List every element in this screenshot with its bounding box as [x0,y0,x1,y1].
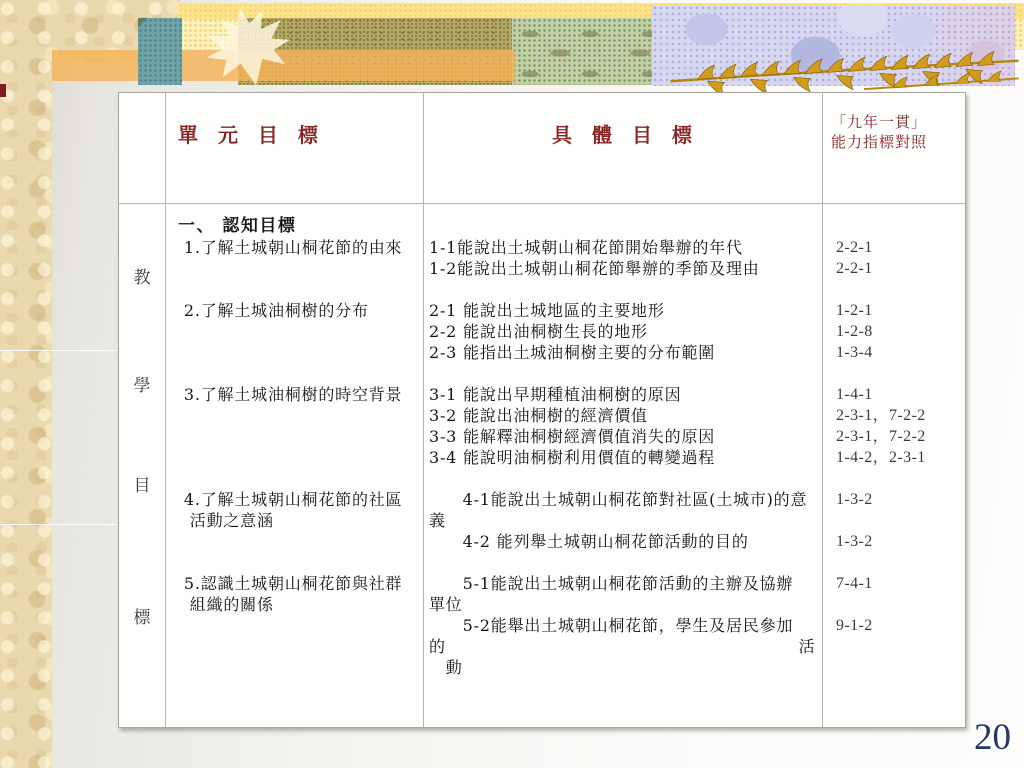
page-number: 20 [974,717,1011,758]
body-line: 1-2能說出土城朝山桐花節舉辦的季節及理由 [429,259,760,278]
body-line [178,468,423,489]
sidebar-char: 教 [133,268,151,288]
body-line [836,468,965,489]
indicator-header-line1: 「九年一貫」 [831,113,928,131]
body-line: 活動之意涵 [178,511,274,530]
body-line: 2-3-1，7-2-2 [836,428,926,445]
body-line [178,363,423,384]
body-line: 2-2-1 [836,239,873,256]
column-header-specific-goal: 具 體 目 標 [424,93,823,204]
body-line [836,216,965,237]
body-line: 組織的關係 [178,595,274,614]
body-line: 的 活 [429,637,816,656]
body-line [178,426,423,447]
body-line [429,468,822,489]
body-line: 1-3-2 [836,491,873,508]
table-sidebar-body [119,204,166,727]
body-line [429,216,822,237]
maple-leaf-icon [176,0,320,101]
body-line [178,321,423,342]
horizontal-hairline [0,524,118,525]
wheat-sprig-icon [665,48,1024,92]
body-line: 1-4-1 [836,386,873,403]
body-line [836,657,965,678]
body-line [178,258,423,279]
body-line: 5-2能舉出土城朝山桐花節，學生及居民參加 [429,616,794,635]
body-line: 3-3 能解釋油桐樹經濟價值消失的原因 [429,427,716,446]
body-line: 1-2-8 [836,323,873,340]
body-line: 1-4-2，2-3-1 [836,449,926,466]
body-line: 一、 認知目標 [178,216,297,236]
sidebar-char: 標 [133,608,151,628]
body-line [178,531,423,552]
body-line [836,552,965,573]
body-line [836,363,965,384]
body-line: 2-3-1，7-2-2 [836,407,926,424]
indicator-column [823,204,965,727]
body-line [836,510,965,531]
horizontal-hairline [0,350,118,351]
body-line [178,447,423,468]
body-line: 1.了解土城朝山桐花節的由來 [178,238,403,257]
indicator-header-line2: 能力指標對照 [831,133,928,151]
column-header-indicator [823,93,965,204]
body-line [178,657,423,678]
body-line: 單位 [429,595,463,614]
body-line: 3.了解土城油桐樹的時空背景 [178,385,403,404]
body-line: 4.了解土城朝山桐花節的社區 [178,490,403,509]
table-sidebar-header [119,93,166,204]
sidebar-char: 學 [133,376,151,396]
body-line [178,405,423,426]
body-line [429,552,822,573]
body-line: 4-1能說出土城朝山桐花節對社區(土城市)的意 [429,490,808,509]
body-line: 2-1 能說出土城地區的主要地形 [429,301,665,320]
body-line: 2-3 能指出土城油桐樹主要的分布範圍 [429,343,716,362]
parchment-strip [0,0,52,768]
sidebar-char: 目 [133,476,151,496]
body-line: 9-1-2 [836,617,873,634]
body-line: 2-2-1 [836,260,873,277]
body-line: 5.認識土城朝山桐花節與社群 [178,574,403,593]
body-line: 1-3-2 [836,533,873,550]
body-line [429,279,822,300]
body-line [178,636,423,657]
body-line: 7-4-1 [836,575,873,592]
autumn-banner [0,0,1024,92]
column-header-unit-goal: 單 元 目 標 [166,93,424,204]
body-line: 動 [429,658,463,677]
specific-goal-column [424,204,823,727]
body-line: 2-2 能說出油桐樹生長的地形 [429,322,648,341]
body-line [836,594,965,615]
body-line [178,342,423,363]
body-line: 3-1 能說出早期種植油桐樹的原因 [429,385,682,404]
body-line: 義 [429,511,446,530]
body-line: 2.了解土城油桐樹的分布 [178,301,369,320]
body-line: 1-1能說出土城朝山桐花節開始舉辦的年代 [429,238,743,257]
body-line: 5-1能說出土城朝山桐花節活動的主辦及協辦 [429,574,794,593]
body-line: 3-4 能說明油桐樹利用價值的轉變過程 [429,448,716,467]
body-line [429,363,822,384]
body-line [178,552,423,573]
teal-square [138,18,182,85]
body-line [178,615,423,636]
body-line: 4-2 能列舉土城朝山桐花節活動的目的 [429,532,749,551]
body-line: 1-3-4 [836,344,873,361]
body-line [836,279,965,300]
goals-table [118,92,966,728]
unit-goal-column [166,204,424,727]
body-line: 1-2-1 [836,302,873,319]
body-line: 3-2 能說出油桐樹的經濟價值 [429,406,648,425]
body-line [836,636,965,657]
body-line [178,279,423,300]
maroon-accent [0,84,6,97]
